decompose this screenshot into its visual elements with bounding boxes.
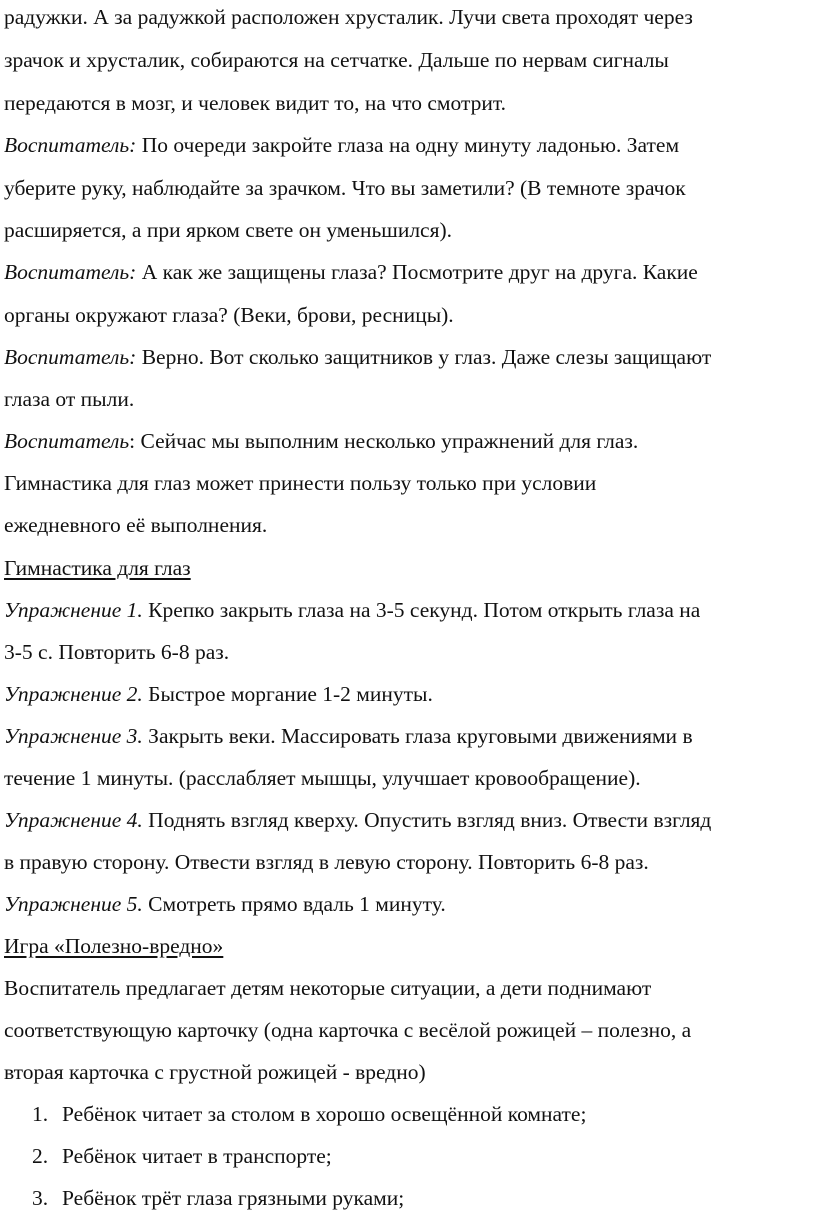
text-line: вторая карточка с грустной рожицей - вредно) [4, 1060, 426, 1084]
dialogue-line [4, 344, 711, 370]
exercise-label: Упражнение 1. [4, 598, 143, 622]
exercise-text: Поднять взгляд кверху. Опустить взгляд вниз. Отвести взгляд [142, 808, 712, 832]
exercise-line [4, 807, 711, 833]
section-heading-game: Игра «Полезно-вредно» [4, 934, 224, 958]
exercise-line [4, 723, 693, 749]
exercise-label: Упражнение 5. [4, 892, 143, 916]
list-number: 3. [32, 1186, 49, 1210]
text-line: в правую сторону. Отвести взгляд в левую сторону. Повторить 6-8 раз. [4, 850, 649, 874]
text-line: соответствующую карточку (одна карточка с весёлой рожицей – полезно, а [4, 1018, 692, 1042]
text-line: зрачок и хрусталик, собираются на сетчатке. Дальше по нервам сигналы [4, 48, 669, 72]
dialogue-text: : Сейчас мы выполним несколько упражнений для глаз. [129, 429, 639, 453]
dialogue-line [4, 259, 698, 285]
speaker-label: Воспитатель: [4, 260, 137, 284]
dialogue-line [4, 428, 638, 454]
exercise-label: Упражнение 3. [4, 724, 143, 748]
text-line: передаются в мозг, и человек видит то, на что смотрит. [4, 91, 507, 115]
speaker-label: Воспитатель [4, 429, 130, 453]
exercise-text: Быстрое моргание 1-2 минуты. [142, 682, 433, 706]
list-item-text: Ребёнок читает за столом в хорошо освещённой комнате; [62, 1102, 587, 1126]
text-line: глаза от пыли. [4, 387, 135, 411]
dialogue-line [4, 132, 679, 158]
list-item-text: Ребёнок читает в транспорте; [62, 1144, 332, 1168]
list-item-text: Ребёнок трёт глаза грязными руками; [62, 1186, 405, 1210]
text-line: 3-5 с. Повторить 6-8 раз. [4, 640, 230, 664]
text-line: Воспитатель предлагает детям некоторые ситуации, а дети поднимают [4, 976, 652, 1000]
text-line: радужки. А за радужкой расположен хрусталик. Лучи света проходят через [4, 5, 693, 29]
text-line: уберите руку, наблюдайте за зрачком. Что вы заметили? (В темноте зрачок [4, 176, 686, 200]
text-line: Гимнастика для глаз может принести пользу только при условии [4, 471, 597, 495]
exercise-line [4, 597, 700, 623]
exercise-label: Упражнение 4. [4, 808, 143, 832]
list-number: 1. [32, 1102, 49, 1126]
dialogue-text: По очереди закройте глаза на одну минуту ладонью. Затем [136, 133, 680, 157]
exercise-line [4, 681, 433, 707]
speaker-label: Воспитатель: [4, 345, 137, 369]
dialogue-text: А как же защищены глаза? Посмотрите друг на друга. Какие [136, 260, 698, 284]
exercise-label: Упражнение 2. [4, 682, 143, 706]
text-line: расширяется, а при ярком свете он уменьшился). [4, 218, 453, 242]
text-line: течение 1 минуты. (расслабляет мышцы, улучшает кровообращение). [4, 766, 641, 790]
speaker-label: Воспитатель: [4, 133, 137, 157]
text-line: ежедневного её выполнения. [4, 513, 268, 537]
exercise-line [4, 891, 446, 917]
exercise-text: Крепко закрыть глаза на 3-5 секунд. Потом открыть глаза на [142, 598, 701, 622]
exercise-text: Закрыть веки. Массировать глаза круговыми движениями в [142, 724, 693, 748]
exercise-text: Смотреть прямо вдаль 1 минуту. [142, 892, 446, 916]
section-heading-gymnastics: Гимнастика для глаз [4, 556, 191, 580]
dialogue-text: Верно. Вот сколько защитников у глаз. Даже слезы защищают [136, 345, 712, 369]
text-line: органы окружают глаза? (Веки, брови, ресницы). [4, 303, 454, 327]
list-number: 2. [32, 1144, 49, 1168]
